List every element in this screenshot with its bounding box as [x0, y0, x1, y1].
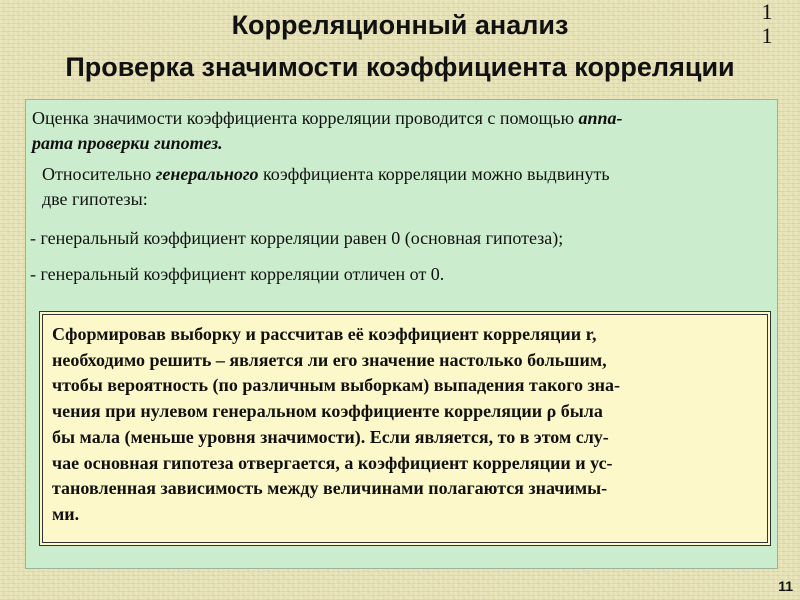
highlight-line: ми.: [52, 503, 80, 524]
corner-digit-bottom: 1: [761, 23, 773, 48]
hypotheses-intro-text-c: две гипотезы:: [42, 189, 148, 209]
page-number: 11: [778, 578, 793, 594]
highlight-line: чае основная гипотеза отвергается, а коэффициент корреляции и ус-: [52, 452, 613, 473]
highlight-line: Сформировав выборку и рассчитав её коэффициент корреляции r,: [52, 324, 597, 344]
highlight-line: бы мала (меньше уровня значимости). Если является, то в этом слу-: [52, 426, 609, 447]
hypothesis-null: - генеральный коэффициент корреляции равен 0 (основная гипотеза);: [30, 228, 564, 248]
highlight-line: необходимо решить – является ли его значение настолько большим,: [52, 349, 607, 370]
highlight-text: [52, 322, 759, 528]
hypotheses-intro-emphasis: генерального: [155, 164, 259, 184]
intro-emphasis-b: рата проверки гипотез.: [32, 133, 223, 153]
hypotheses-intro-paragraph: [42, 162, 767, 212]
slide-subtitle: Проверка значимости коэффициента корреляции: [65, 52, 735, 82]
corner-digit-top: 1: [761, 0, 773, 24]
hypotheses-intro-text-b: коэффициента корреляции можно выдвинуть: [258, 164, 610, 184]
intro-paragraph: [32, 106, 772, 156]
highlight-box: [42, 314, 768, 543]
hypotheses-intro-text-a: Относительно: [42, 164, 156, 184]
intro-text: Оценка значимости коэффициента корреляции проводится с помощью: [32, 108, 579, 128]
hypothesis-alternative: - генеральный коэффициент корреляции отличен от 0.: [30, 264, 445, 284]
corner-page-digits: [760, 0, 774, 48]
slide-title: Корреляционный анализ: [231, 10, 569, 40]
intro-emphasis-a: аппа-: [578, 108, 623, 128]
highlight-line: чения при нулевом генеральном коэффициенте корреляции ρ была: [52, 401, 603, 422]
highlight-line: тановленная зависимость между величинами полагаются значимы-: [52, 478, 608, 499]
highlight-line: чтобы вероятность (по различным выборкам) выпадения такого зна-: [52, 375, 621, 396]
